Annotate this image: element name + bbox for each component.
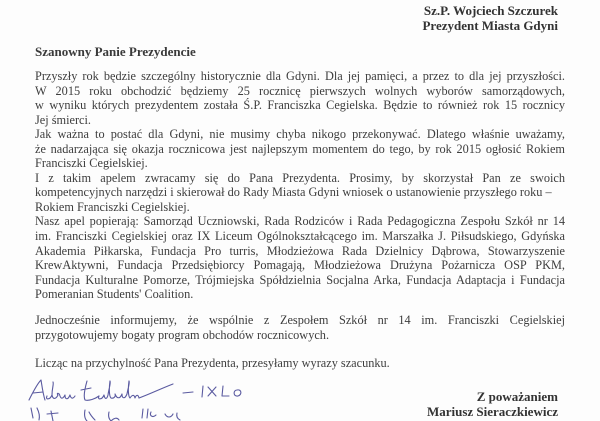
- info-paragraph: [35, 313, 565, 342]
- text-line: Jak ważna to postać dla Gdyni, nie musimy chyba nikogo przekonywać. Dlatego właśnie uważamy,: [35, 127, 565, 142]
- text-line: Jej śmierci.: [35, 112, 92, 127]
- signature-name: Mariusz Sieraczkiewicz: [426, 404, 558, 419]
- text-line: w wyniku których prezydentem została Ś.P. Franciszka Cegielska. Będzie to również rok 15 rocznicy: [35, 98, 565, 113]
- handwritten-signatures: [25, 378, 265, 421]
- text-line: Jednocześnie informujemy, że wspólnie z Zespołem Szkół nr 14 im. Franciszki Cegielskiej: [35, 313, 565, 327]
- closing-line: Licząc na przychylność Pana Prezydenta, przesyłamy wyrazy szacunku.: [35, 356, 390, 370]
- addressee-title: Prezydent Miasta Gdyni: [422, 18, 558, 33]
- text-line: Pomeranian Students' Coalition.: [35, 287, 194, 302]
- text-line: W 2015 roku obchodzić będziemy 25 rocznicę pierwszych wolnych wyborów samorządowych,: [35, 83, 565, 98]
- addressee-name: Sz.P. Wojciech Szczurek: [423, 3, 558, 18]
- greeting: Szanowny Panie Prezydencie: [35, 44, 196, 59]
- text-line: Nasz apel popierają: Samorząd Uczniowski, Rada Rodziców i Rada Pedagogiczna Zespołu Szkół nr 14: [35, 214, 565, 229]
- letter-body: [35, 69, 565, 302]
- signature-salutation: Z poważaniem: [476, 389, 558, 404]
- addressee-block: [422, 3, 558, 33]
- signature-block: [427, 389, 558, 419]
- text-line: I z takim apelem zwracamy się do Pana Prezydenta. Prosimy, by skorzystał Pan ze swoich: [35, 170, 565, 185]
- text-line: KrewAktywni, Fundacja Przedsiębiorcy Pomagają, Młodzieżowa Drużyna Pożarnicza OSP PKM,: [35, 258, 565, 273]
- text-line: Fundacja Kulturalne Pomorze, Trójmiejska Spółdzielnia Socjalna Arka, Fundacja Adaptacja i Fundacja: [35, 272, 565, 287]
- text-line: im. Franciszki Cegielskiej oraz IX Liceum Ogólnokształcącego im. Marszałka J. Piłsudskiego, Gdyńska: [35, 229, 565, 244]
- text-line: Rokiem Franciszki Cegielskiej.: [35, 199, 190, 214]
- text-line: że nadarzająca się okazja rocznicowa jest najlepszym momentem do tego, by rok 2015 ogłosić Rokiem: [35, 141, 565, 156]
- text-line: Akademia Piłkarska, Fundacja Pro turris, Młodzieżowa Rada Dzielnicy Dąbrowa, Stowarzyszenie: [35, 243, 565, 258]
- text-line: Franciszki Cegielskiej.: [35, 156, 148, 171]
- text-line: przygotowujemy bogaty program obchodów rocznicowych.: [35, 327, 330, 342]
- text-line: kompetencyjnych narzędzi i skierował do Rady Miasta Gdyni wniosek o ustanowienie przyszłego roku –: [35, 185, 552, 200]
- text-line: Przyszły rok będzie szczególny historycznie dla Gdyni. Dla jej pamięci, a przez to dla jej przyszłości.: [35, 69, 565, 83]
